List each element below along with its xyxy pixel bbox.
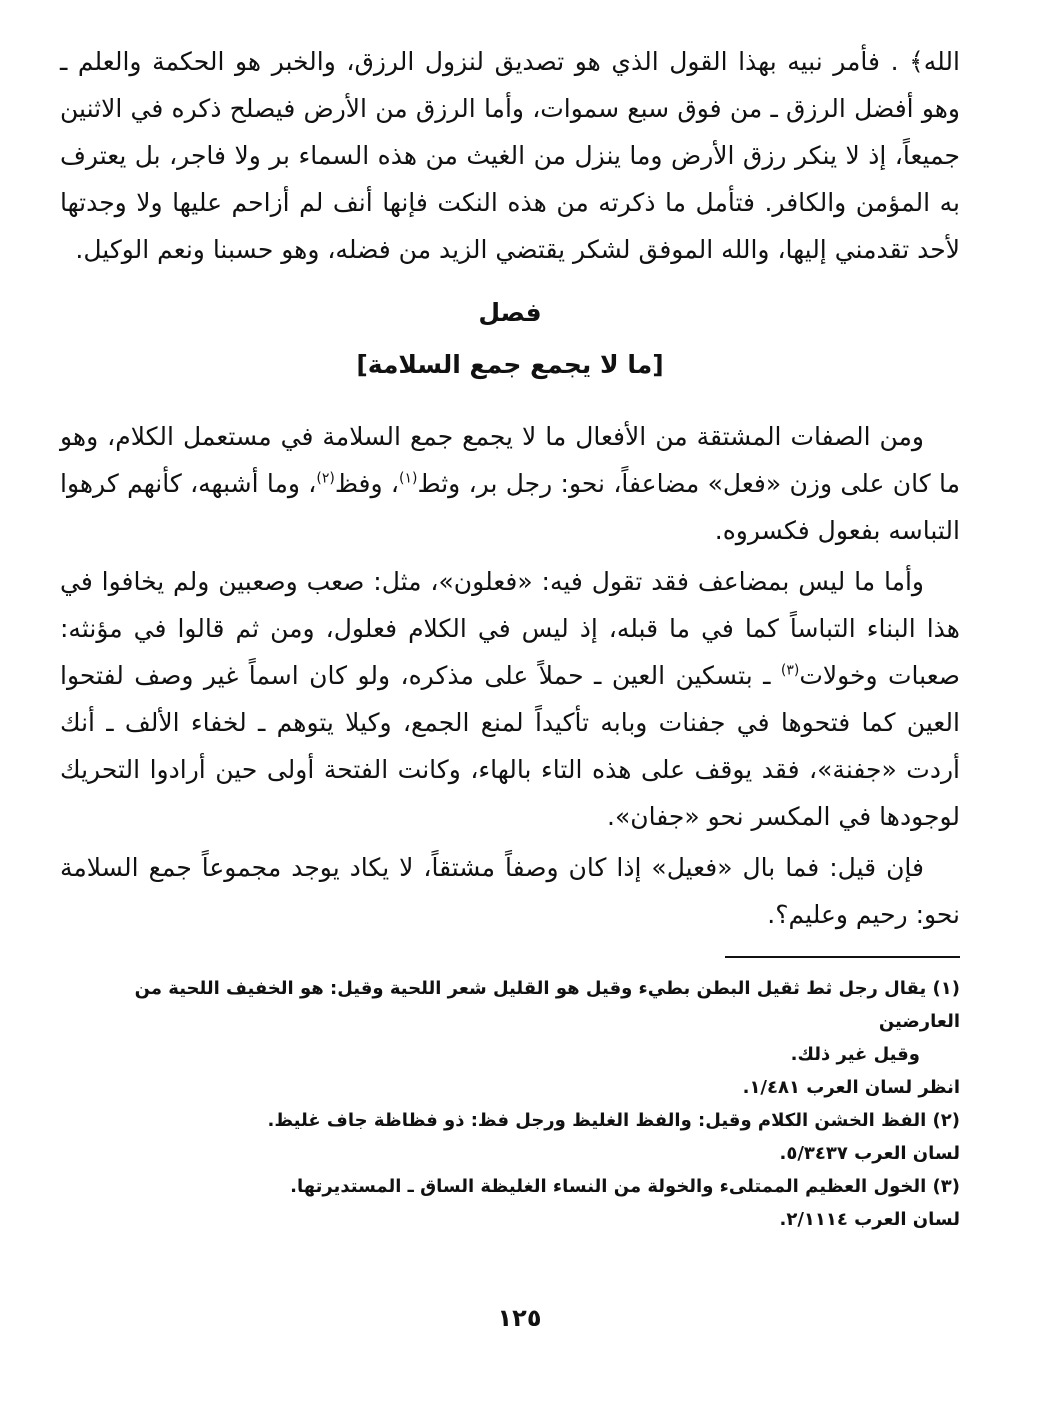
body-paragraph-3: فإن قيل: فما بال «فعيل» إذا كان وصفاً مشتقاً، لا يكاد يوجد مجموعاً جمع السلامة نحو: رحيم وعليم؟. xyxy=(60,853,960,929)
footnote-ref-3: (٣) xyxy=(780,662,800,679)
footnote-2: (٢) الفظ الخشن الكلام وقيل: والفظ الغليظ ورجل فظ: ذو فظاظة جاف غليظ. xyxy=(267,1110,960,1131)
footnotes xyxy=(60,972,960,1236)
footnote-1-continuation: وقيل غير ذلك. xyxy=(790,1044,920,1065)
paragraph-text: ، وفظ xyxy=(334,469,399,498)
section-heading: فصل xyxy=(478,298,542,327)
paragraph-text: ، وما أشبهه، كأنهم كرهوا التباسه بفعول فكسروه. xyxy=(60,469,960,545)
section-subheading: [ما لا يجمع جمع السلامة] xyxy=(356,350,664,379)
opening-paragraph: الله﴾ . فأمر نبيه بهذا القول الذي هو تصديق لنزول الرزق، والخبر هو الحكمة والعلم ـ وهو أفضل الرزق ـ من فوق سبع سموات، وأما الرزق من الأرض فيصلح ذكره في الاثنين جميعاً، إذ لا ينكر رزق الأرض وما ينزل من الغيث من هذه السماء بر ولا فاجر، بل يعترف به المؤمن والكافر. فتأمل ما ذكرته من هذه النكت فإنها أنف لم أزاحم عليها ولا وجدتها لأحد تقدمني إليها، والله الموفق لشكر يقتضي الزيد من فضله، وهو حسبنا ونعم الوكيل. xyxy=(60,47,960,264)
page-number: ١٢٥ xyxy=(497,1304,542,1332)
footnote-2-source: لسان العرب ٥/٣٤٣٧. xyxy=(779,1143,960,1164)
paragraph-text: ومن الصفات المشتقة من الأفعال ما لا يجمع جمع السلامة في مستعمل الكلام، وهو ما كان على وزن «فعل» مضاعفاً، نحو: رجل بر، وثط xyxy=(60,422,960,498)
footnote-3-source: لسان العرب ٢/١١١٤. xyxy=(779,1209,960,1230)
footnote-ref-2: (٢) xyxy=(316,470,335,487)
footnote-1-source: انظر لسان العرب ١/٤٨١. xyxy=(742,1077,960,1098)
footnote-ref-1: (١) xyxy=(399,470,418,487)
paragraph-text: وأما ما ليس بمضاعف فقد تقول فيه: «فعلون»، مثل: صعب وصعبين ولم يخافوا في هذا البناء التباساً كما في ما قبله، إذ ليس في الكلام فعلول، ومن ثم قالوا في مؤنثه: صعبات وخولات xyxy=(60,567,960,690)
footnote-1: (١) يقال رجل ثط ثقيل البطن بطيء وقيل هو القليل شعر اللحية وقيل: هو الخفيف اللحية من العارضين xyxy=(134,978,960,1032)
opening-block xyxy=(60,38,960,273)
page-content xyxy=(60,38,960,1236)
body-paragraph-1 xyxy=(60,413,960,554)
paragraph-text: ـ بتسكين العين ـ حملاً على مذكره، ولو كان اسماً غير وصف لفتحوا العين كما فتحوها في جفنات وبابه تأكيداً لمنع الجمع، وكيلا يتوهم ـ لخفاء الألف ـ أنك أردت «جفنة»، فقد يوقف على هذه التاء بالهاء، وكانت الفتحة أولى حين أرادوا التحريك لوجودها في المكسر نحو «جفان». xyxy=(60,661,960,831)
body-paragraph-2 xyxy=(60,558,960,840)
footnote-3: (٣) الخول العظيم الممتلىء والخولة من النساء الغليظة الساق ـ المستديرتها. xyxy=(290,1176,960,1197)
footnote-divider xyxy=(725,956,960,958)
